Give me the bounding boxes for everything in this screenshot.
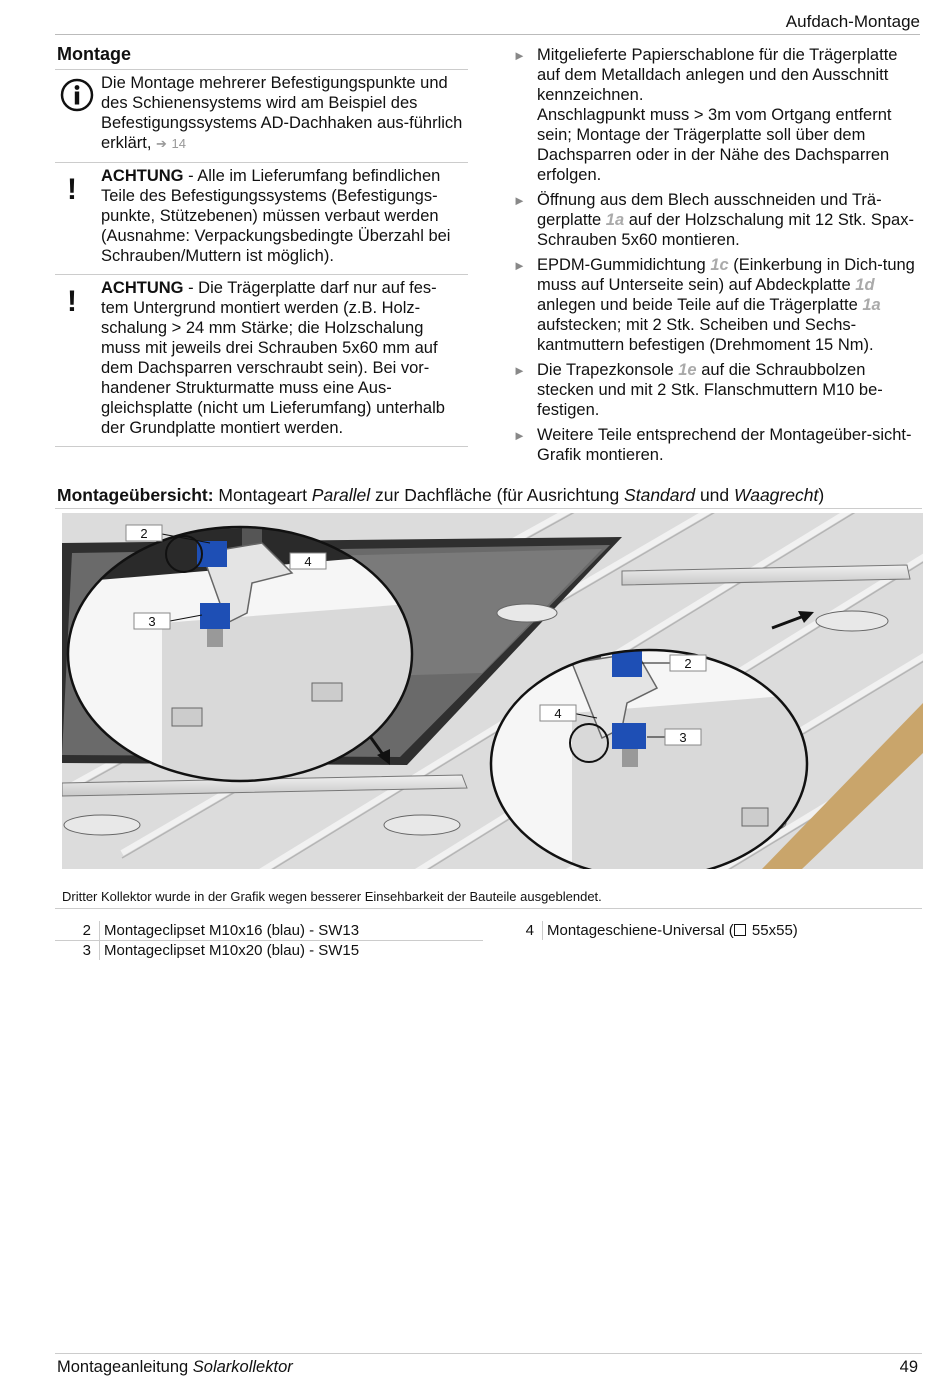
legend-row: 2 Montageclipset M10x16 (blau) - SW13	[55, 921, 483, 941]
legend-right	[498, 921, 918, 940]
callout-label: 4	[554, 706, 562, 721]
step-text: Die Trapezkonsole	[537, 361, 679, 379]
footer-divider	[55, 1353, 922, 1354]
header-divider	[55, 34, 920, 35]
step-item	[512, 45, 922, 185]
page-number: 49	[899, 1358, 918, 1376]
right-column	[512, 45, 922, 470]
warning-label: ACHTUNG	[101, 167, 184, 185]
callout-label: 3	[679, 730, 687, 745]
step-text: aufstecken; mit 2 Stk. Scheiben und Sechs-kantmuttern befestigen (Drehmoment 15 Nm).	[537, 316, 874, 354]
warning-text: - Alle im Lieferumfang befindlichen Teile des Befestigungssystems (Befestigungs-punkte, Stützebenen) müssen verbaut werden (Ausnahme: Verpackungsbedingte Überzahl bei Schrauben/Muttern ist möglich).	[101, 167, 451, 265]
callout-label: 3	[148, 614, 156, 629]
warning-box-2	[55, 274, 468, 447]
part-reference: 1a	[605, 211, 625, 229]
step-text: anlegen und beide Teile auf die Trägerplatte	[537, 296, 863, 314]
legend-row: 4 Montageschiene-Universal ( 55x55)	[498, 921, 918, 940]
part-reference: 1d	[855, 276, 875, 294]
step-text: (Einkerbung in Dich-tung muss auf Unterseite sein) auf Abdeckplatte	[537, 256, 915, 294]
mounting-overview-illustration	[62, 513, 923, 869]
info-box	[55, 69, 468, 162]
callout-label: 4	[304, 554, 312, 569]
step-arrow-icon: ►	[513, 363, 526, 378]
caption-divider	[55, 908, 922, 909]
blue-clip	[612, 651, 642, 677]
step-arrow-icon: ►	[513, 48, 526, 63]
step-item	[512, 425, 922, 465]
overview-divider	[55, 508, 922, 509]
page-reference-link[interactable]: 14	[171, 136, 186, 151]
warning-exclamation-icon: !	[67, 173, 77, 206]
square-profile-icon	[734, 924, 746, 936]
footer-document-title: Montageanleitung Solarkollektor	[57, 1358, 293, 1376]
arrow-right-icon: ➔	[156, 136, 167, 151]
step-text: Anschlagpunkt muss > 3m vom Ortgang entfernt sein; Montage der Trägerplatte soll über dem Dachsparren oder in der Nähe des Dachsparren erfolgen.	[537, 106, 892, 184]
legend-row: 3 Montageclipset M10x20 (blau) - SW15	[55, 941, 483, 960]
warning-box-1	[55, 162, 468, 274]
step-text: Weitere Teile entsprechend der Montageüber-sicht-Grafik montieren.	[537, 426, 912, 464]
step-text: Öffnung aus dem Blech ausschneiden und Trä-gerplatte	[537, 191, 882, 229]
blue-clip	[200, 603, 230, 629]
section-title: Montage	[57, 44, 131, 64]
step-item	[512, 255, 922, 355]
legend-left	[55, 921, 483, 960]
callout-label: 2	[684, 656, 692, 671]
step-text: auf die Schraubbolzen stecken und mit 2 Stk. Flanschmuttern M10 be-festigen.	[537, 361, 883, 419]
step-arrow-icon: ►	[513, 193, 526, 208]
step-text: Mitgelieferte Papierschablone für die Trägerplatte auf dem Metalldach anlegen und den Ausschnitt kennzeichnen.	[537, 46, 898, 104]
callout-label: 2	[140, 526, 148, 541]
warning-exclamation-icon: !	[67, 285, 77, 318]
warning-text: - Die Trägerplatte darf nur auf fes-tem Untergrund montiert werden (z.B. Holz-schalung > 24 mm Stärke; die Holzschalung muss mit jeweils drei Schrauben 5x60 mm auf dem Dachsparren verschraubt sein). Bei vor-handener Strukturmatte muss eine Aus-gleichsplatte (nicht um Lieferumfang) unterhalb der Grundplatte montiert werden.	[101, 279, 445, 437]
part-reference: 1e	[678, 361, 697, 379]
step-arrow-icon: ►	[513, 258, 526, 273]
step-item	[512, 360, 922, 420]
info-text: Die Montage mehrerer Befestigungspunkte und des Schienensystems wird am Beispiel des Befestigungssystems AD-Dachhaken aus-führlich erklärt,	[101, 74, 463, 152]
blue-clip	[612, 723, 646, 749]
step-item	[512, 190, 922, 250]
header-section-title: Aufdach-Montage	[785, 12, 920, 31]
info-icon	[60, 78, 94, 112]
figure-caption: Dritter Kollektor wurde in der Grafik wegen besserer Einsehbarkeit der Bauteile ausgeblendet.	[62, 889, 602, 904]
step-arrow-icon: ►	[513, 428, 526, 443]
overview-title: Montageübersicht: Montageart Parallel zur Dachfläche (für Ausrichtung Standard und Waagrecht)	[57, 485, 825, 505]
step-text: auf der Holzschalung mit 12 Stk. Spax-Schrauben 5x60 montieren.	[537, 211, 914, 249]
part-reference: 1c	[710, 256, 729, 274]
part-reference: 1a	[862, 296, 881, 314]
warning-label: ACHTUNG	[101, 279, 184, 297]
step-text: EPDM-Gummidichtung	[537, 256, 711, 274]
left-column	[55, 44, 468, 447]
